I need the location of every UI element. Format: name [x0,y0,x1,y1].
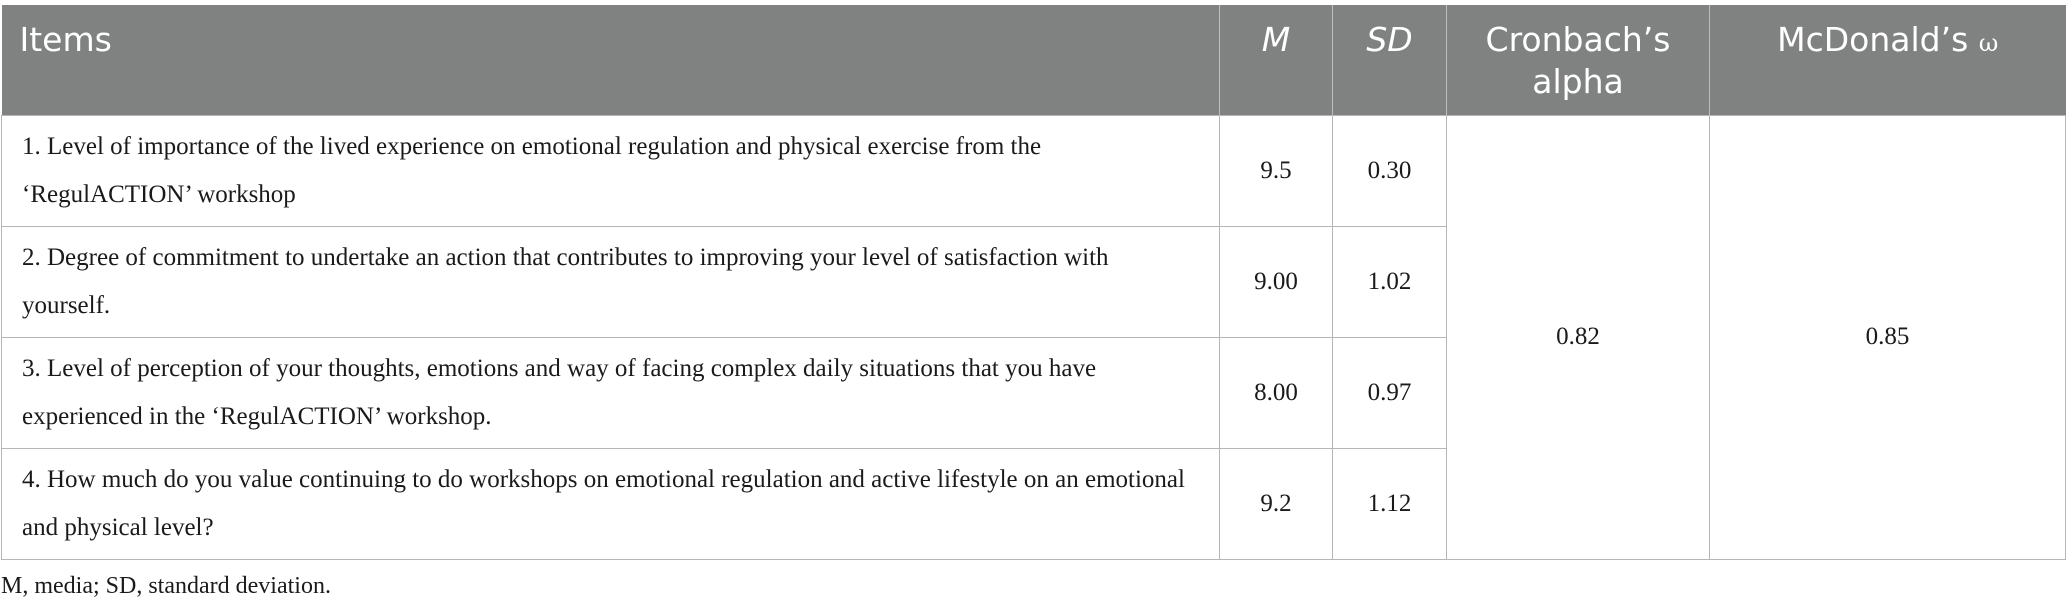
header-mean: M [1220,5,1333,115]
item-sd: 0.30 [1333,115,1447,226]
reliability-table [1,5,2066,560]
header-omega-label: McDonald’s [1777,20,1969,59]
item-sd: 1.02 [1333,226,1447,337]
header-items: Items [2,5,1220,115]
item-sd: 0.97 [1333,337,1447,448]
cronbach-alpha-value: 0.82 [1447,115,1710,559]
omega-symbol: ω [1978,29,1999,57]
header-cronbach-alpha: Cronbach’s alpha [1447,5,1710,115]
reliability-table-container [1,5,2065,560]
table-header [2,5,2066,115]
item-mean: 9.2 [1220,448,1333,559]
table-footnote: M, media; SD, standard deviation. [1,573,331,599]
item-text: 2. Degree of commitment to undertake an action that contributes to improving your level of satisfaction with yourself. [2,226,1220,337]
header-mcdonald-omega [1710,5,2066,115]
header-row [2,5,2066,115]
item-mean: 9.5 [1220,115,1333,226]
item-text: 4. How much do you value continuing to do workshops on emotional regulation and active lifestyle on an emotional and physical level? [2,448,1220,559]
header-sd: SD [1333,5,1447,115]
mcdonald-omega-value: 0.85 [1710,115,2066,559]
item-sd: 1.12 [1333,448,1447,559]
item-text: 3. Level of perception of your thoughts, emotions and way of facing complex daily situations that you have experienced in the ‘RegulACTION’ workshop. [2,337,1220,448]
item-mean: 8.00 [1220,337,1333,448]
item-text: 1. Level of importance of the lived experience on emotional regulation and physical exercise from the ‘RegulACTION’ workshop [2,115,1220,226]
table-row [2,115,2066,226]
table-body [2,115,2066,559]
item-mean: 9.00 [1220,226,1333,337]
